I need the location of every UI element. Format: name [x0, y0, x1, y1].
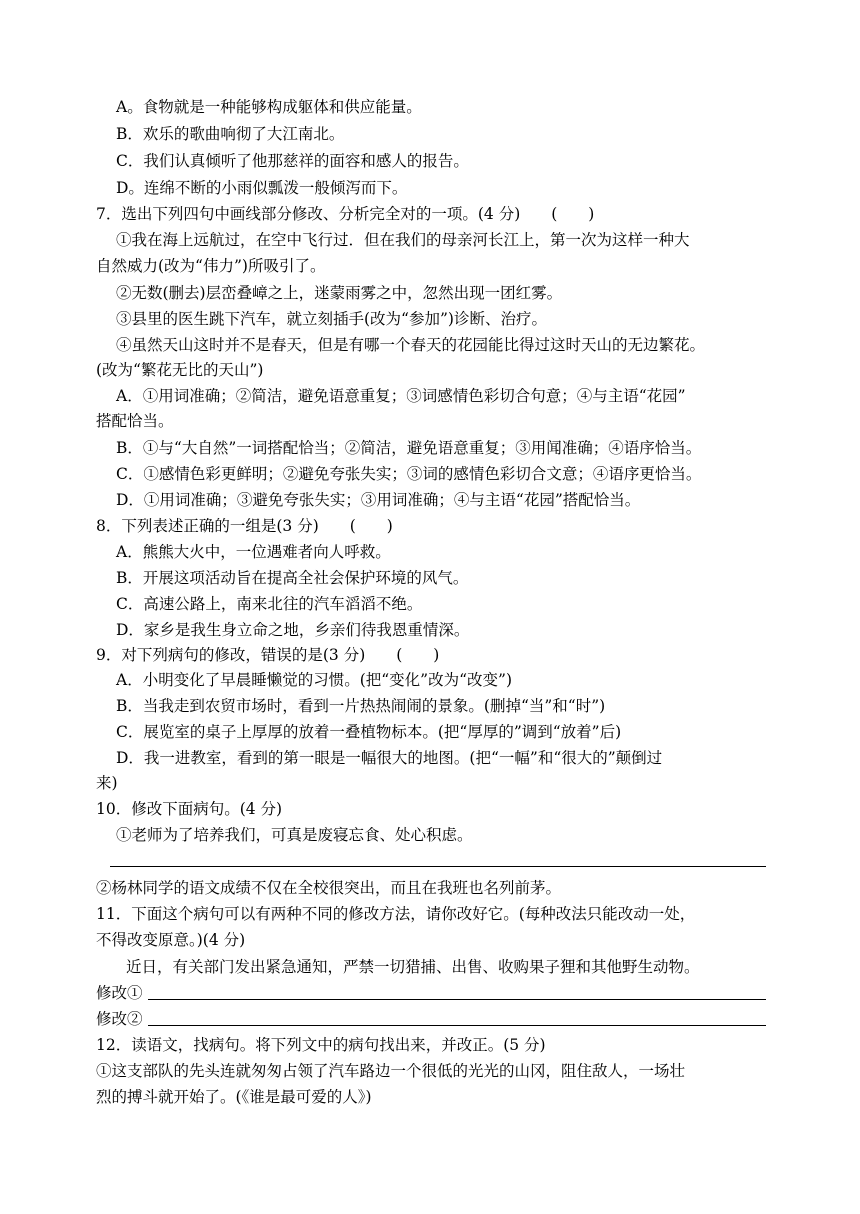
q10-sentence-1: ①老师为了培养我们，可真是废寝忘食、处心积虑。 [116, 826, 473, 844]
q7-option-a-line-1: A．①用词准确；②简洁，避免语意重复；③词感情色彩切合句意；④与主语“花园” [116, 387, 686, 405]
q7-option-d: D．①用词准确；③避免夸张失实；③用词准确；④与主语“花园”搭配恰当。 [116, 491, 641, 509]
q7-sentence-4-line-1: ④虽然天山这时并不是春天，但是有哪一个春天的花园能比得过这时天山的无边繁花。 [116, 336, 706, 354]
q9-stem: 9．对下列病句的修改，错误的是(3 分) ( ) [96, 646, 440, 664]
q11-fix-2-label: 修改② [96, 1010, 143, 1028]
q6-option-b: B．欢乐的歌曲响彻了大江南北。 [116, 125, 345, 143]
q10-answer-line[interactable] [110, 866, 766, 867]
q9-option-d-line-1: D．我一进教室，看到的第一眼是一幅很大的地图。(把“一幅”和“很大的”颠倒过 [116, 749, 663, 767]
q8-stem: 8．下列表述正确的一组是(3 分) ( ) [96, 517, 393, 535]
q11-fix-2-answer-line[interactable] [148, 1025, 766, 1026]
q10-stem: 10．修改下面病句。(4 分) [96, 800, 283, 818]
q7-sentence-3: ③县里的医生跳下汽车，就立刻插手(改为“参加”)诊断、治疗。 [116, 310, 547, 328]
q11-stem-line-2: 不得改变原意。)(4 分) [96, 931, 246, 949]
q9-option-c: C．展览室的桌子上厚厚的放着一叠植物标本。(把“厚厚的”调到“放着”后) [116, 723, 622, 741]
q7-option-b: B．①与“大自然”一词搭配恰当；②简洁，避免语意重复；③用闻准确；④语序恰当。 [116, 439, 702, 457]
q7-option-a-line-2: 搭配恰当。 [96, 412, 174, 430]
q8-option-b: B．开展这项活动旨在提高全社会保护环境的风气。 [116, 569, 469, 587]
q8-option-a: A．熊熊大火中，一位遇难者向人呼救。 [116, 543, 391, 561]
q7-sentence-4-line-2: (改为“繁花无比的天山”) [96, 361, 264, 379]
q7-sentence-1-line-1: ①我在海上远航过，在空中飞行过．但在我们的母亲河长江上，第一次为这样一种大 [116, 231, 690, 249]
q11-stem-line-1: 11．下面这个病句可以有两种不同的修改方法，请你改好它。(每种改法只能改动一处， [96, 905, 696, 923]
q11-fix-1-label: 修改① [96, 984, 143, 1002]
q9-option-d-line-2: 来) [96, 774, 118, 792]
q6-option-d: D。连绵不断的小雨似瓢泼一般倾泻而下。 [116, 179, 408, 197]
q7-option-c: C．①感情色彩更鲜明；②避免夸张失实；③词的感情色彩切合文意；④语序更恰当。 [116, 465, 702, 483]
q7-sentence-1-line-2: 自然威力(改为“伟力”)所吸引了。 [96, 257, 326, 275]
q6-option-c: C．我们认真倾听了他那慈祥的面容和感人的报告。 [116, 152, 469, 170]
q12-sentence-1-line-1: ①这支部队的先头连就匆匆占领了汽车路边一个很低的光光的山冈，阻住敌人，一场壮 [96, 1062, 686, 1080]
q10-sentence-2: ②杨林同学的语文成绩不仅在全校很突出，而且在我班也名列前茅。 [96, 879, 562, 897]
q12-stem: 12．读语文，找病句。将下列文中的病句找出来，并改正。(5 分) [96, 1036, 546, 1054]
q9-option-a: A．小明变化了早晨睡懒觉的习惯。(把“变化”改为“改变”) [116, 671, 512, 689]
q7-stem: 7．选出下列四句中画线部分修改、分析完全对的一项。(4 分) ( ) [96, 205, 595, 223]
q11-fix-1-answer-line[interactable] [148, 999, 766, 1000]
q8-option-c: C．高速公路上，南来北往的汽车滔滔不绝。 [116, 595, 423, 613]
q9-option-b: B．当我走到农贸市场时，看到一片热热闹闹的景象。(删掉“当”和“时”) [116, 697, 606, 715]
q12-sentence-1-line-2: 烈的搏斗就开始了。(《谁是最可爱的人》) [96, 1088, 372, 1106]
q8-option-d: D．家乡是我生身立命之地，乡亲们待我恩重情深。 [116, 621, 470, 639]
q7-sentence-2: ②无数(删去)层峦叠嶂之上，迷蒙雨雾之中，忽然出现一团红雾。 [116, 284, 563, 302]
q6-option-a: A。食物就是一种能够构成躯体和供应能量。 [116, 98, 422, 116]
q11-sentence: 近日，有关部门发出紧急通知，严禁一切猎捕、出售、收购果子狸和其他野生动物。 [126, 958, 700, 976]
